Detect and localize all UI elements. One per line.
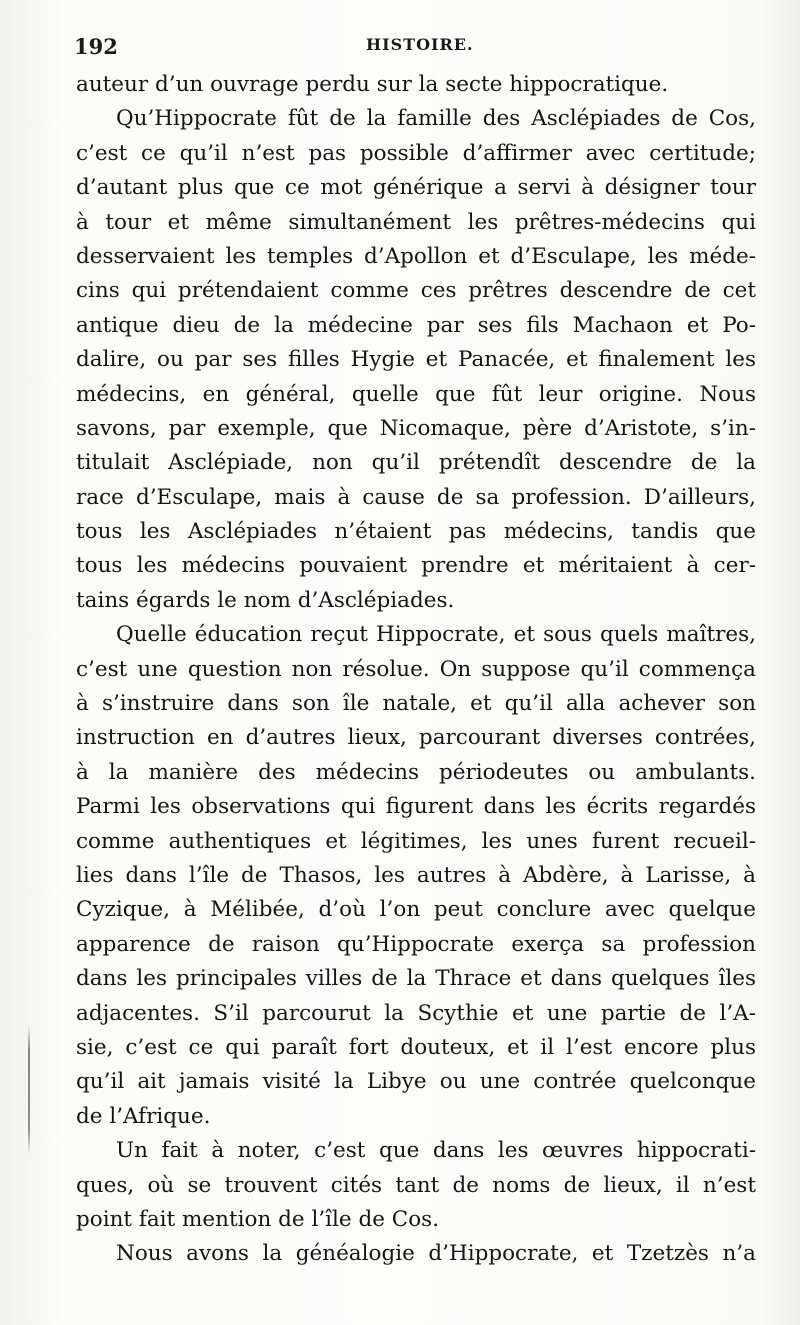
page-edge-shadow <box>28 1025 30 1155</box>
text-line: qu’il ait jamais visité la Libye ou une contrée quelconque <box>76 1069 756 1095</box>
text-line: comme authentiques et légitimes, les unes furent recueil- <box>76 828 756 854</box>
text-line: adjacentes. S’il parcourut la Scythie et une partie de l’A- <box>76 1000 756 1026</box>
text-line: lies dans l’île de Thasos, les autres à Abdère, à Larisse, à <box>76 862 756 888</box>
text-line: à s’instruire dans son île natale, et qu’il alla achever son <box>76 691 756 717</box>
text-line: tains égards le nom d’Asclépiades. <box>76 587 455 613</box>
text-line: savons, par exemple, que Nicomaque, père d’Aristote, s’in- <box>76 415 756 441</box>
text-line: titulait Asclépiade, non qu’il prétendît descendre de la <box>76 450 756 476</box>
text-line: c’est ce qu’il n’est pas possible d’affirmer avec certitude; <box>76 140 756 166</box>
text-line: Un fait à noter, c’est que dans les œuvres hippocrati- <box>116 1138 756 1164</box>
text-line: c’est une question non résolue. On suppose qu’il commença <box>76 656 756 682</box>
text-line: auteur d’un ouvrage perdu sur la secte hippocratique. <box>76 72 669 97</box>
text-line: dans les principales villes de la Thrace et dans quelques îles <box>76 966 756 992</box>
text-line: Quelle éducation reçut Hippocrate, et sous quels maîtres, <box>116 622 756 648</box>
text-line: Parmi les observations qui figurent dans les écrits regardés <box>76 794 756 820</box>
text-line: dalire, ou par ses filles Hygie et Panacée, et finalement les <box>76 347 756 373</box>
page-header <box>74 34 754 62</box>
text-line: d’autant plus que ce mot générique a servi à désigner tour <box>76 175 756 201</box>
text-line: race d’Esculape, mais à cause de sa profession. D’ailleurs, <box>76 484 756 510</box>
text-line: de l’Afrique. <box>76 1103 211 1129</box>
text-line: Qu’Hippocrate fût de la famille des Asclépiades de Cos, <box>116 106 756 132</box>
text-line: à la manière des médecins périodeutes ou ambulants. <box>76 759 756 785</box>
text-line: apparence de raison qu’Hippocrate exerça sa profession <box>76 931 756 957</box>
text-line: Nous avons la généalogie d’Hippocrate, et Tzetzès n’a <box>116 1241 756 1267</box>
text-line: tous les Asclépiades n’étaient pas médecins, tandis que <box>76 519 756 545</box>
text-line: instruction en d’autres lieux, parcourant diverses contrées, <box>76 725 756 751</box>
text-line: desservaient les temples d’Apollon et d’Esculape, les méde- <box>76 243 756 269</box>
text-line: point fait mention de l’île de Cos. <box>76 1206 440 1232</box>
text-line: à tour et même simultanément les prêtres-médecins qui <box>76 209 756 235</box>
text-line: antique dieu de la médecine par ses fils Machaon et Po- <box>76 312 756 338</box>
text-line: ques, où se trouvent cités tant de noms de lieux, il n’est <box>76 1172 756 1198</box>
text-line: médecins, en général, quelle que fût leur origine. Nous <box>76 381 756 407</box>
text-line: cins qui prétendaient comme ces prêtres descendre de cet <box>76 278 756 304</box>
text-line: sie, c’est ce qui paraît fort douteux, et il l’est encore plus <box>76 1034 756 1060</box>
text-line: Cyzique, à Mélibée, d’où l’on peut conclure avec quelque <box>76 897 756 923</box>
body-text <box>76 68 756 1272</box>
running-title: HISTOIRE. <box>366 35 474 54</box>
text-line: tous les médecins pouvaient prendre et méritaient à cer- <box>76 553 756 579</box>
page-number: 192 <box>74 34 118 59</box>
